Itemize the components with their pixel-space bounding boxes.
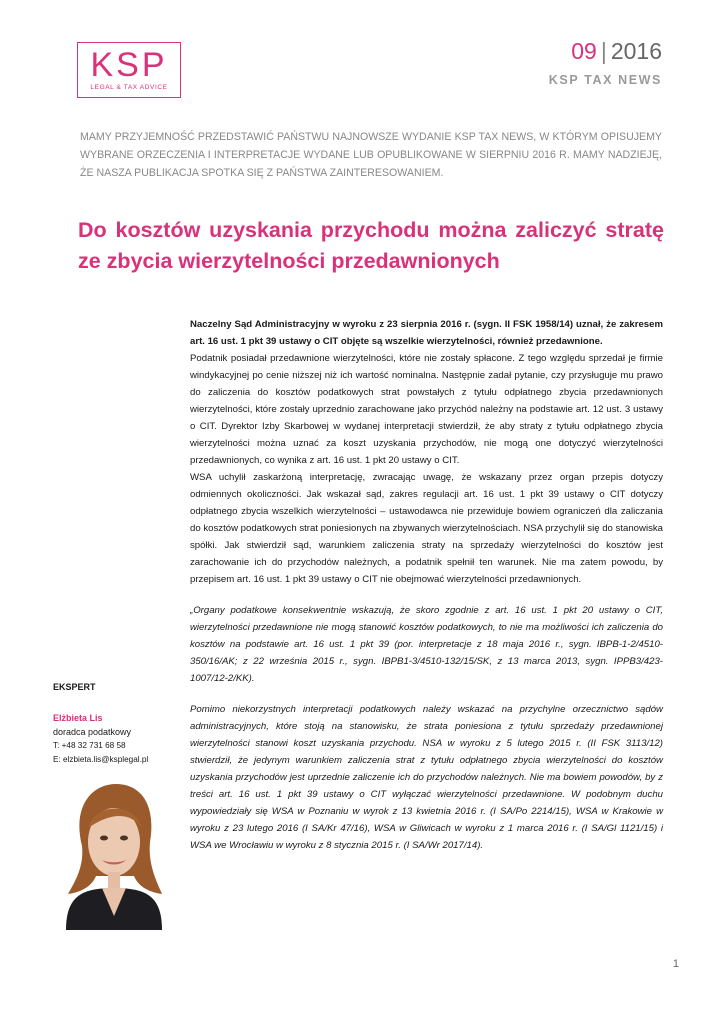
intro-text: MAMY PRZYJEMNOŚĆ PRZEDSTAWIĆ PAŃSTWU NAJNOWSZE WYDANIE KSP TAX NEWS, W KTÓRYM OPISUJEMY WYBRANE ORZECZENIA I INTERPRETACJE WYDANE LUB OPUBLIKOWANE W SIERPNIU 2016 R. MAMY NADZIEJĘ, ŻE NASZA PUBLIKACJA SPOTKA SIĘ Z PAŃSTWA ZAINTERESOWANIEM. bbox=[80, 131, 662, 179]
expert-phone: T: +48 32 731 68 58 bbox=[53, 741, 126, 750]
article-body bbox=[190, 316, 663, 854]
expert-quote: Pomimo niekorzystnych interpretacji podatkowych należy wskazać na przychylne orzecznictwo sądów administracyjnych, które stoją na stanowisku, że strata poniesiona z tytułu sprzedaży przedawnionej wierzytelności stanowi koszt uzyskania przychodu. NSA w wyroku z 5 lutego 2015 r. (II FSK 3113/12) stwierdził, że jedynym warunkiem zaliczenia strat z tytułu odpłatnego zbycia wierzytelności do kosztów uzyskania przychodów jest uprzednie zaliczenie ich do przychodów należnych. Nie ma bowiem powodów, by z treści art. 16 ust. 1 pkt 39 ustawy o CIT wyłączać wierzytelności przedawnione. W podobnym duchu wypowiedziały się WSA w Poznaniu w wyrok z 13 kwietnia 2016 r. (I SA/Po 2214/15), WSA w Krakowie w wyroku z 23 lutego 2016 (I SA/Kr 47/16), WSA w Gliwicach w wyroku z 1 marca 2016 r. (I SA/Gl 1121/15) i WSA we Wrocławiu w wyroku z 8 stycznia 2015 r. (I SA/Wr 2017/14). bbox=[190, 704, 663, 851]
article-lead: Naczelny Sąd Administracyjny w wyroku z 23 sierpnia 2016 r. (sygn. II FSK 1958/14) uznał, że zakresem art. 16 ust. 1 pkt 39 ustawy o CIT objęte są wszelkie wierzytelności, również przedawnione. bbox=[190, 319, 663, 347]
expert-box bbox=[53, 680, 183, 767]
expert-email[interactable]: E: elzbieta.lis@ksplegal.pl bbox=[53, 755, 149, 764]
article-paragraph: Podatnik posiadał przedawnione wierzytelności, które nie zostały spłacone. Z tego względu sprzedał je firmie windykacyjnej po cenie niższej niż ich wartość nominalna. Następnie zadał pytanie, czy przysługuje mu prawo do zaliczenia do kosztów podatkowych strat powstałych z tytułu odpłatnego zbycia przedawnionych wierzytelności, które zostały uprzednio zarachowane jako przychód należny na podstawie art. 12 ust. 3 ustawy o CIT. Dyrektor Izby Skarbowej w wydanej interpretacji stwierdził, że aby straty z tytułu odpłatnego zbycia wierzytelności można uznać za koszt uzyskania przychodów, nie mogą one dotyczyć wierzytelności przedawnionych, co wynika z art. 16 ust. 1 pkt 20 ustawy o CIT. bbox=[190, 353, 663, 466]
expert-name: Elżbieta Lis bbox=[53, 713, 103, 723]
newsletter-name: KSP TAX NEWS bbox=[548, 73, 662, 87]
expert-photo bbox=[52, 776, 176, 930]
issue-date bbox=[571, 38, 662, 65]
expert-role: doradca podatkowy bbox=[53, 727, 132, 737]
article-headline: Do kosztów uzyskania przychodu można zaliczyć stratę ze zbycia wierzytelności przedawnionych bbox=[78, 218, 664, 273]
expert-label: EKSPERT bbox=[53, 682, 96, 692]
issue-year: 2016 bbox=[610, 38, 662, 64]
logo-mark: KSP bbox=[90, 46, 168, 84]
logo-subtitle: LEGAL & TAX ADVICE bbox=[90, 84, 168, 91]
ksp-logo bbox=[77, 42, 181, 98]
issue-separator: | bbox=[600, 38, 607, 64]
issue-number: 09 bbox=[571, 38, 597, 64]
expert-quote: „Organy podatkowe konsekwentnie wskazują, że skoro zgodnie z art. 16 ust. 1 pkt 20 ustawy o CIT, wierzytelności przedawnione nie mogą stanowić kosztów podatkowych, to nie ma możliwości ich zaliczenia do kosztów na podstawie art. 16 ust. 1 pkt 39 (por. interpretacje z 18 maja 2016 r., sygn. IBPB-1-2/4510-350/16/AK; z 22 września 2015 r., sygn. IBPB1-3/4510-132/15/SK, z 13 marca 2013, sygn. IPPB3/423-1007/12-2/KK). bbox=[190, 605, 663, 684]
article-paragraph: WSA uchylił zaskarżoną interpretację, zwracając uwagę, że wskazany przez organ przepis dotyczy odmiennych okoliczności. Jak wskazał sąd, zakres regulacji art. 16 ust. 1 pkt 39 ustawy o CIT dotyczy odpłatnego zbycia wszelkich wierzytelności – ustawodawca nie przewiduje bowiem ograniczeń dla zaliczania do kosztów podatkowych strat poniesionych na zbywanych wierzytelnościach. NSA przychylił się do stanowiska spółki. Jak stwierdził sąd, warunkiem zaliczenia straty na sprzedaży wierzytelności do kosztów jest zarachowanie ich do przychodów należnych, a podatnik spełnił ten warunek. Nie ma zatem powodu, by przepisem art. 16 ust. 1 pkt 39 ustawy o CIT nie obejmować wierzytelności przedawnionych. bbox=[190, 472, 663, 585]
page-number: 1 bbox=[672, 958, 679, 970]
